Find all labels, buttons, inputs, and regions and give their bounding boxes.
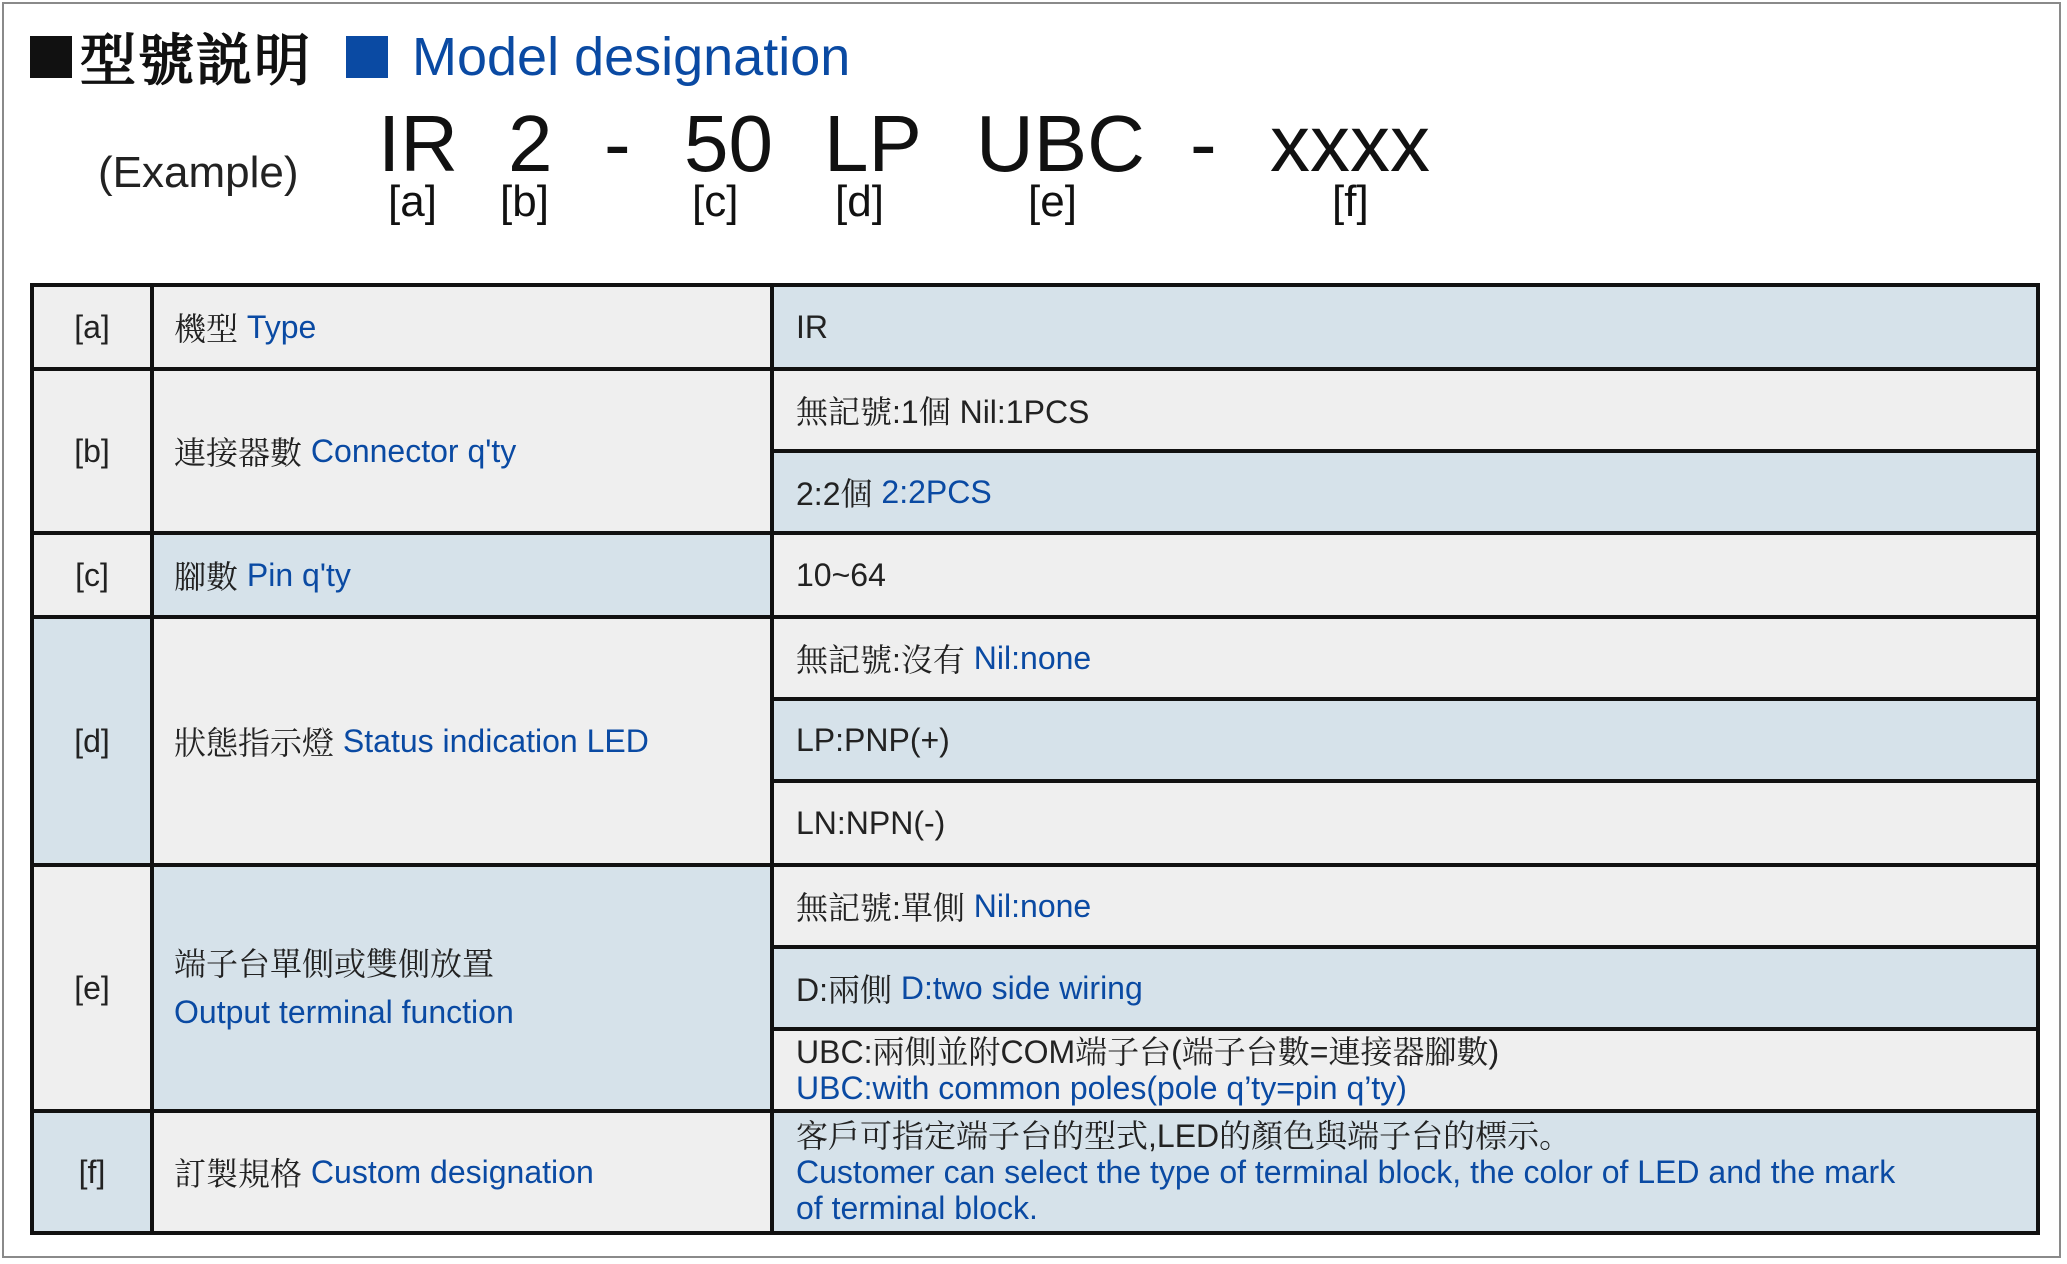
name-en: Custom designation — [310, 1153, 594, 1190]
option-text-en: UBC:with common poles(pole q’ty=pin q’ty) — [796, 1070, 1407, 1106]
blue-square-icon — [346, 36, 388, 78]
option-text: 2:2個 — [796, 476, 873, 512]
heading-chinese: 型號説明 — [80, 29, 312, 94]
option-cell — [774, 701, 2036, 779]
section-heading — [30, 22, 850, 92]
option-text: 客戶可指定端子台的型式,LED的顏色與端子台的標示。 — [796, 1118, 1572, 1154]
option-cell — [774, 371, 2036, 449]
row-name — [154, 619, 770, 863]
option-text: D:兩側 — [796, 972, 893, 1008]
option-cell — [774, 1031, 2036, 1109]
row-key: [c] — [34, 535, 150, 615]
option-text-en: 2:2PCS — [881, 473, 992, 510]
option-text: 10~64 — [796, 556, 886, 593]
name-en: Connector q'ty — [310, 432, 517, 469]
name-zh: 端子台單側或雙側放置 — [174, 946, 495, 982]
code-label: [d] — [835, 177, 884, 226]
code-connector: 2 — [508, 99, 553, 188]
code-label: [c] — [692, 177, 739, 226]
row-key: [a] — [34, 287, 150, 367]
option-cell — [774, 287, 2036, 367]
option-text-en: Nil:none — [973, 639, 1092, 676]
option-cell — [774, 453, 2036, 531]
code-led: LP — [824, 99, 922, 188]
row-name — [154, 867, 770, 1109]
code-type: IR — [378, 99, 458, 188]
code-output: UBC — [976, 99, 1145, 188]
option-cell — [774, 1113, 2036, 1231]
code-dash: - — [1190, 99, 1217, 188]
row-name — [154, 535, 770, 615]
name-zh: 狀態指示燈 — [174, 725, 335, 761]
name-en: Pin q'ty — [246, 556, 351, 593]
heading-english: Model designation — [412, 27, 851, 87]
name-en: Output terminal function — [174, 994, 514, 1030]
option-text: UBC:兩側並附COM端子台(端子台數=連接器腳數) — [796, 1034, 1500, 1070]
code-custom: xxxx — [1270, 99, 1430, 188]
row-name — [154, 287, 770, 367]
option-text: IR — [796, 308, 828, 345]
option-cell — [774, 619, 2036, 697]
name-en: Status indication LED — [342, 722, 649, 759]
option-text: LP:PNP(+) — [796, 721, 950, 758]
option-cell — [774, 867, 2036, 945]
row-key: [f] — [34, 1113, 150, 1231]
option-text-en: of terminal block. — [796, 1190, 1038, 1226]
option-text-en: D:two side wiring — [900, 969, 1143, 1006]
row-key: [e] — [34, 867, 150, 1109]
row-key: [b] — [34, 371, 150, 531]
code-label: [f] — [1332, 177, 1369, 226]
option-text-en: Customer can select the type of terminal block, the color of LED and the mark — [796, 1154, 1896, 1190]
code-label: [b] — [500, 177, 549, 226]
code-pins: 50 — [684, 99, 773, 188]
name-zh: 腳數 — [174, 559, 239, 595]
option-text: 無記號:沒有 — [796, 642, 965, 678]
code-dash: - — [604, 99, 631, 188]
name-zh: 機型 — [174, 311, 239, 347]
row-name — [154, 371, 770, 531]
option-text: 無記號:1個 Nil:1PCS — [796, 394, 1090, 430]
option-text-en: Nil:none — [973, 887, 1092, 924]
option-cell — [774, 535, 2036, 615]
code-label: [a] — [388, 177, 437, 226]
name-zh: 連接器數 — [174, 435, 303, 471]
name-zh: 訂製規格 — [174, 1156, 303, 1192]
option-cell — [774, 783, 2036, 863]
example-label: (Example) — [98, 148, 299, 197]
row-name — [154, 1113, 770, 1231]
option-cell — [774, 949, 2036, 1027]
option-text: 無記號:單側 — [796, 890, 965, 926]
designation-table — [30, 283, 2040, 1235]
row-key: [d] — [34, 619, 150, 863]
code-label: [e] — [1028, 177, 1077, 226]
black-square-icon — [30, 36, 72, 78]
name-en: Type — [246, 308, 317, 345]
option-text: LN:NPN(-) — [796, 804, 946, 841]
